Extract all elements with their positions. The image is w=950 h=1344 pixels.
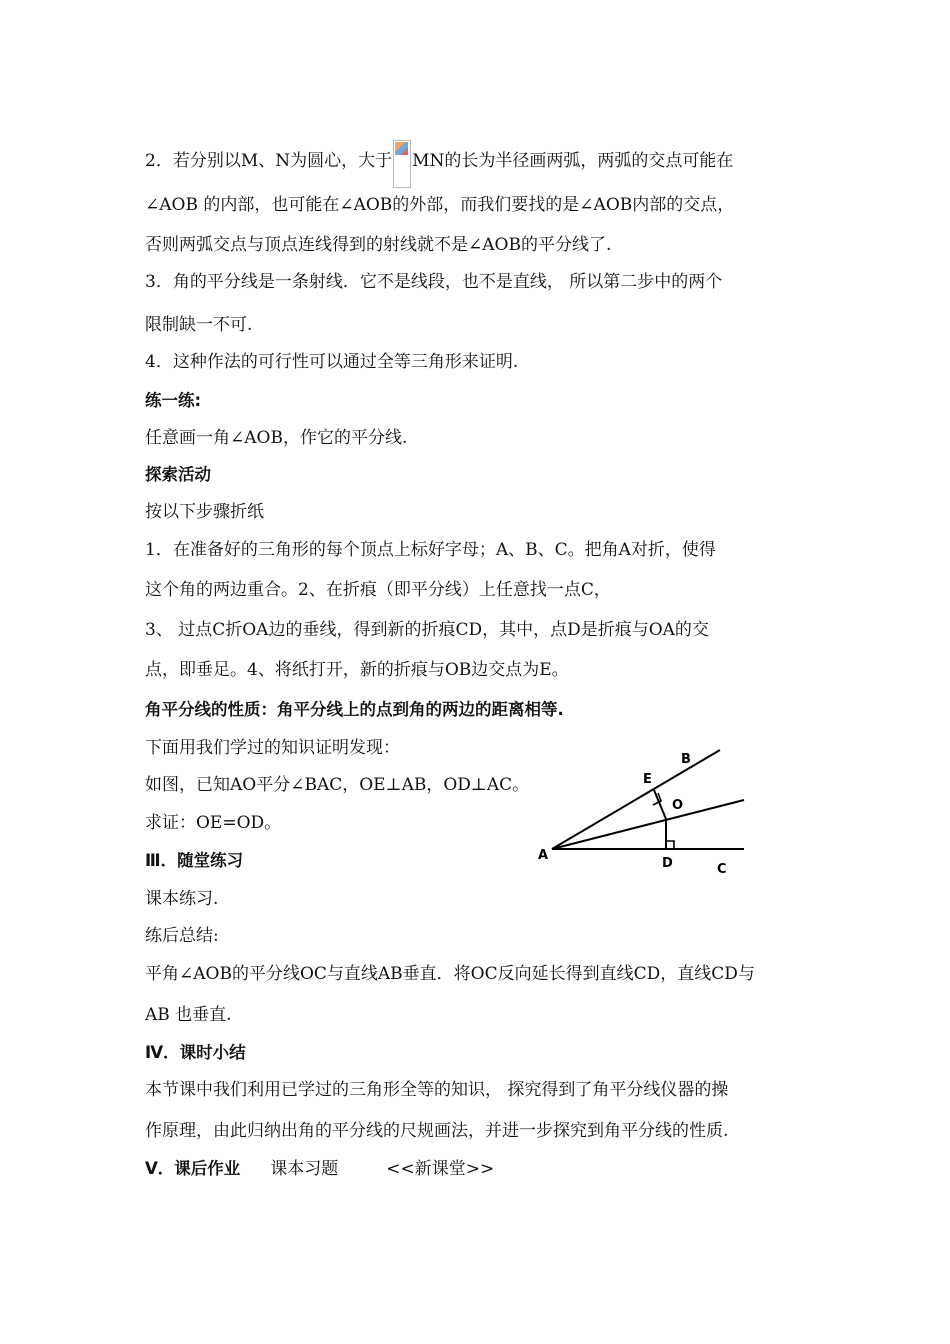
paragraph-line: 平角∠AOB的平分线OC与直线AB垂直．将OC反向延长得到直线CD，直线CD与	[145, 964, 755, 984]
label-a: A	[538, 848, 549, 863]
paragraph-line: 3．角的平分线是一条射线．它不是线段，也不是直线， 所以第二步中的两个	[145, 272, 723, 292]
label-d: D	[662, 856, 673, 871]
paragraph-line: ∠AOB 的内部，也可能在∠AOB的外部，而我们要找的是∠AOB内部的交点，	[145, 195, 735, 215]
right-angle-mark-d	[666, 841, 674, 849]
paragraph-line: 这个角的两边重合。2、在折痕（即平分线）上任意找一点C，	[145, 580, 611, 600]
paragraph-line: 限制缺一不可.	[145, 315, 253, 335]
label-c: C	[717, 862, 727, 877]
broken-image-icon	[393, 140, 411, 188]
paragraph-line: 作原理，由此归纳出角的平分线的尺规画法，并进一步探究到角平分线的性质.	[145, 1121, 729, 1141]
section-heading: 练一练:	[145, 391, 202, 410]
label-b: B	[681, 752, 691, 767]
paragraph-line: 任意画一角∠AOB，作它的平分线.	[145, 428, 408, 448]
section-heading: Ⅳ．课时小结	[145, 1043, 246, 1062]
text-segment: 2．若分别以M、N为圆心，大于	[145, 151, 393, 171]
section-heading: 探索活动	[145, 465, 211, 484]
angle-bisector-figure	[530, 740, 760, 890]
paragraph-line: AB 也垂直.	[145, 1005, 232, 1025]
paragraph-line: 4．这种作法的可行性可以通过全等三角形来证明.	[145, 352, 519, 372]
section-heading: Ⅲ．随堂练习	[145, 851, 244, 870]
label-e: E	[643, 772, 652, 787]
paragraph-line: 下面用我们学过的知识证明发现：	[145, 738, 400, 758]
paragraph-line: 1．在准备好的三角形的每个顶点上标好字母；A、B、C。把角A对折，使得	[145, 540, 716, 560]
paragraph-line: 本节课中我们利用已学过的三角形全等的知识， 探究得到了角平分线仪器的操	[145, 1080, 729, 1100]
ray-ab	[552, 750, 720, 849]
section-heading: Ⅴ．课后作业	[145, 1159, 241, 1178]
text-segment: MN的长为半径画两弧，两弧的交点可能在	[412, 151, 734, 171]
ray-ao	[552, 800, 744, 849]
paragraph-line: 否则两弧交点与顶点连线得到的射线就不是∠AOB的平分线了.	[145, 235, 612, 255]
paragraph-line: 按以下步骤折纸	[145, 502, 264, 522]
paragraph-line	[145, 1158, 494, 1180]
property-statement: 角平分线的性质：角平分线上的点到角的两边的距离相等.	[145, 700, 564, 719]
segment-oe	[654, 790, 666, 819]
paragraph-line: 课本练习.	[145, 889, 219, 909]
source-tag: <<新课堂>>	[386, 1159, 495, 1179]
homework-text: 课本习题	[270, 1159, 339, 1179]
paragraph-line: 点，即垂足。4、将纸打开，新的折痕与OB边交点为E。	[145, 660, 569, 680]
paragraph-line	[145, 140, 733, 188]
paragraph-line: 求证：OE=OD。	[145, 813, 282, 833]
paragraph-line: 练后总结:	[145, 926, 219, 946]
label-o: O	[672, 798, 684, 813]
paragraph-line: 3、 过点C折OA边的垂线，得到新的折痕CD，其中，点D是折痕与OA的交	[145, 620, 709, 640]
paragraph-line: 如图，已知AO平分∠BAC，OE⊥AB，OD⊥AC。	[145, 775, 530, 795]
